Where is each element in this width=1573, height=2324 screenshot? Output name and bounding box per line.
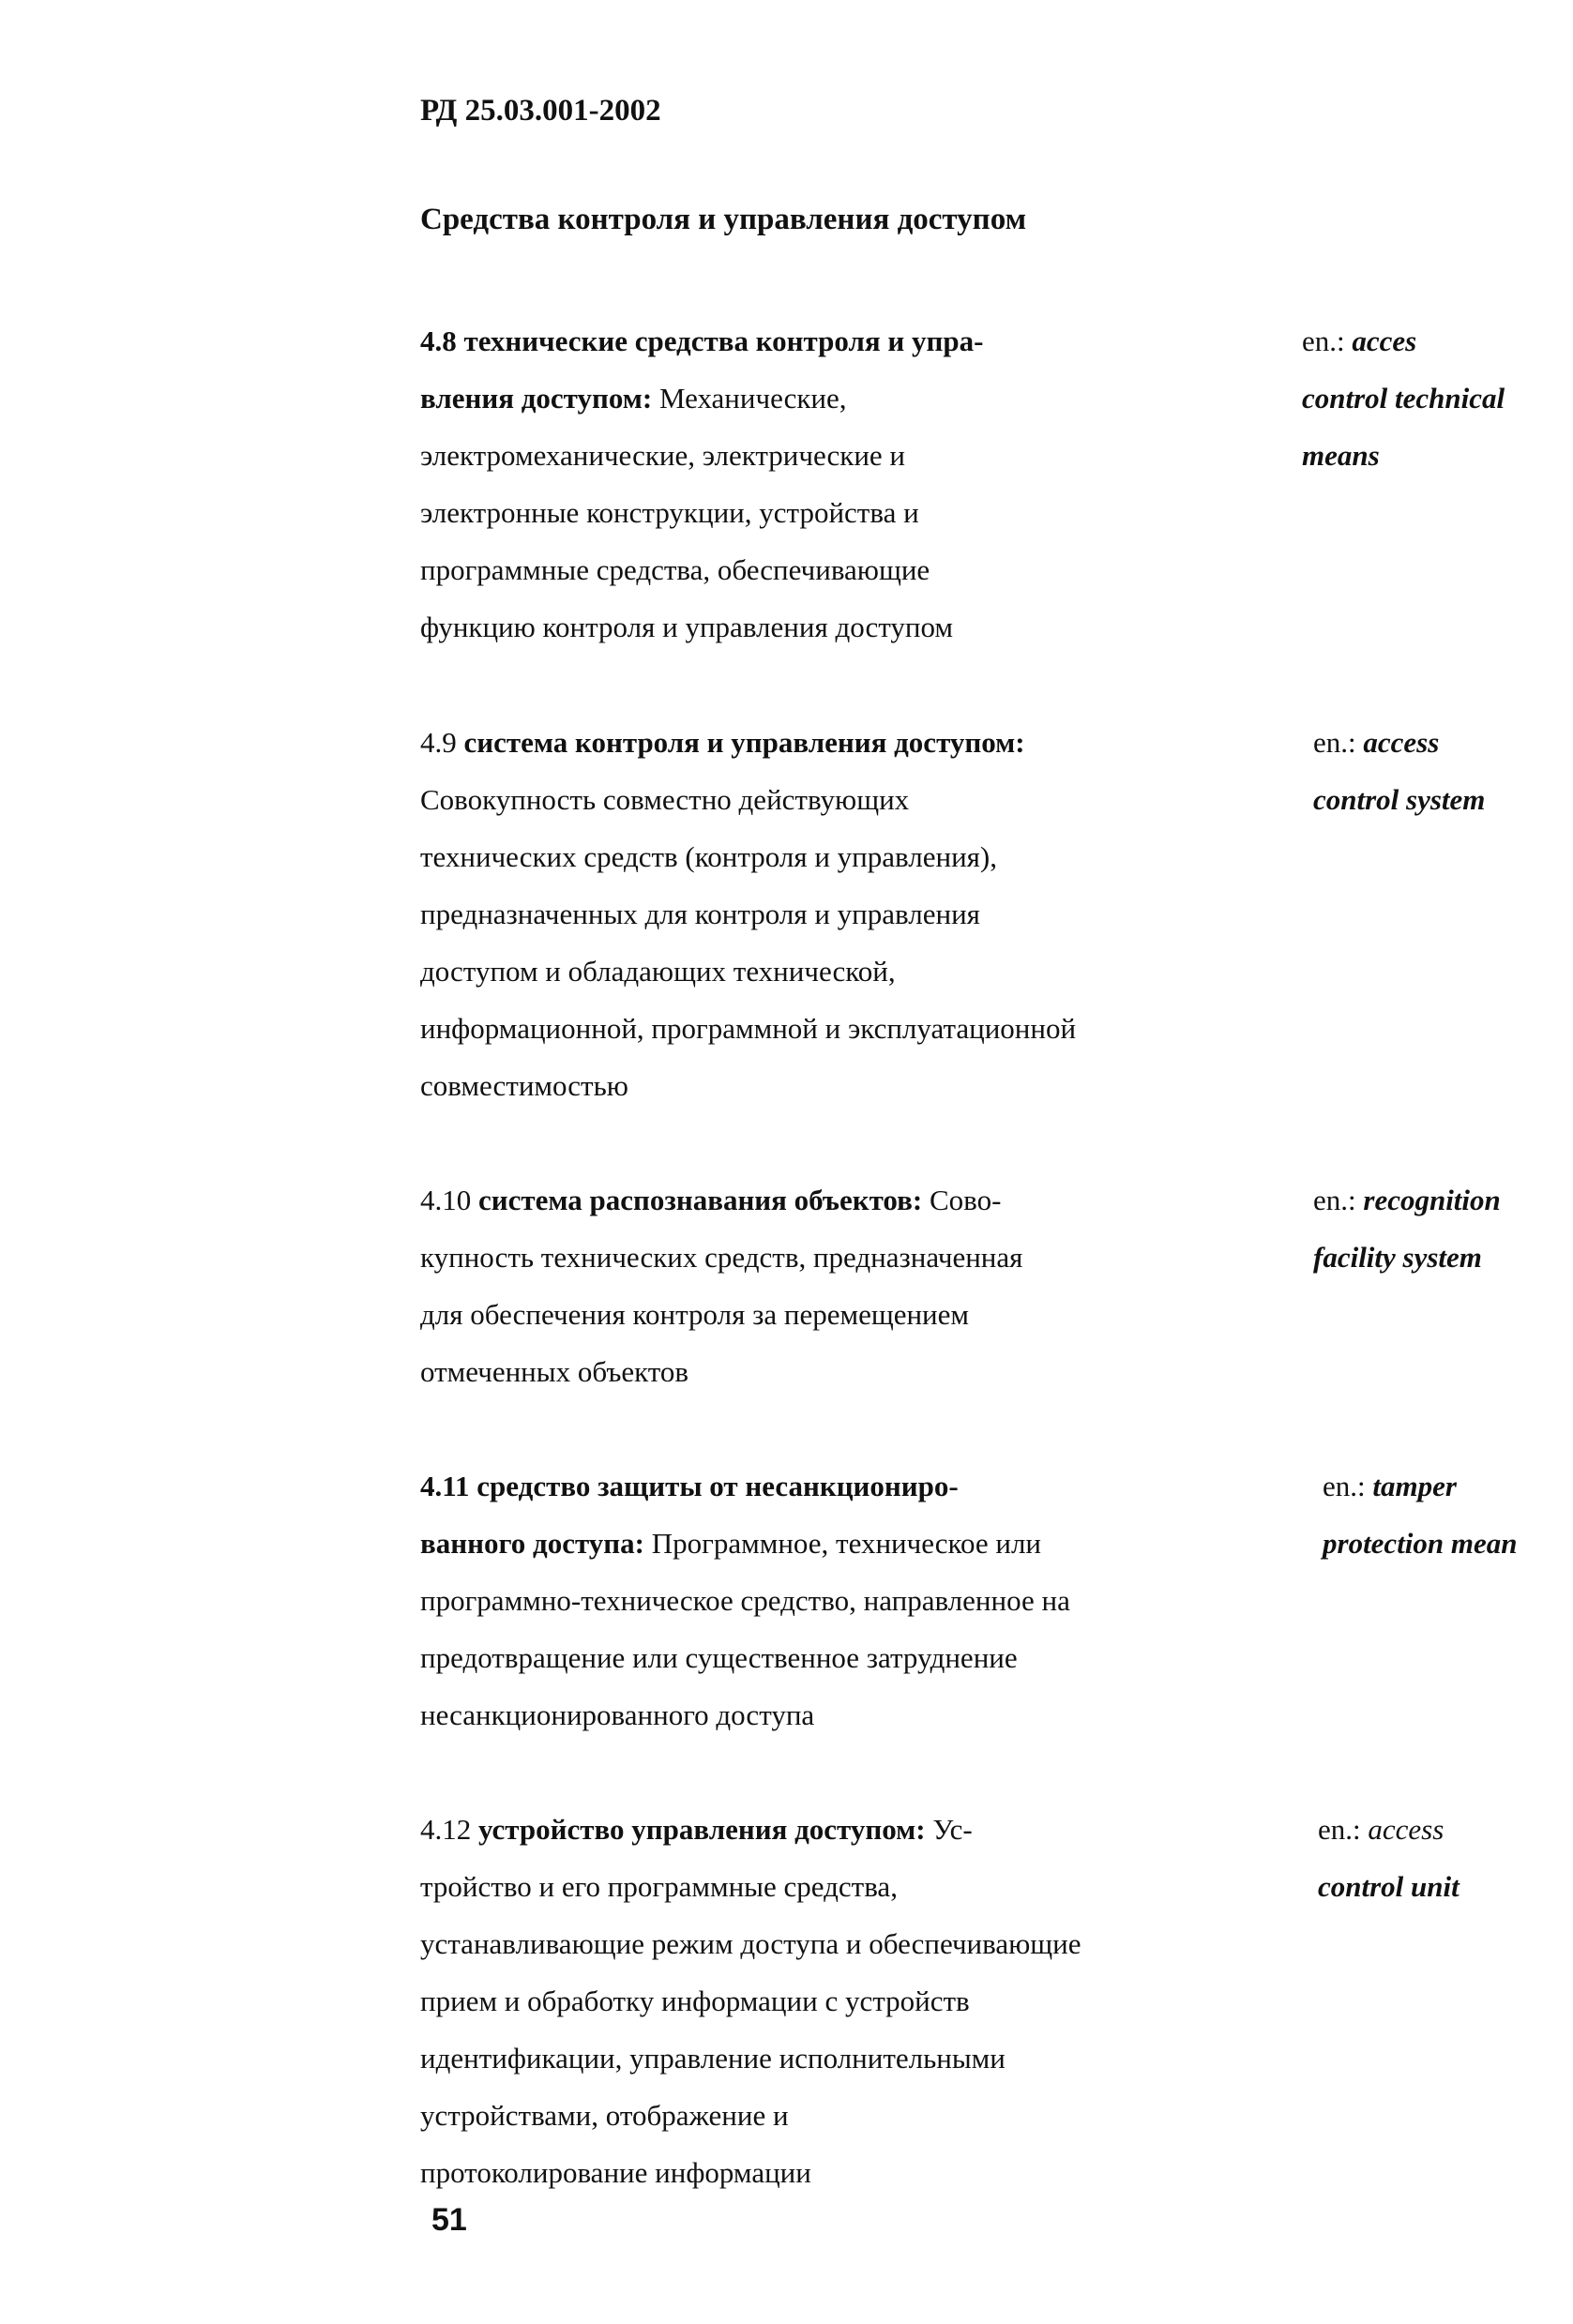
- definition-line: прием и обработку информации с устройств: [420, 1984, 970, 2017]
- term-name: средство защиты от несанкциониро-: [476, 1470, 959, 1502]
- term-name: устройство управления доступом:: [478, 1813, 926, 1846]
- english-equivalent-4-12: [1318, 1801, 1573, 1915]
- term-entry-4-11: [420, 1457, 1227, 1743]
- section-title: Средства контроля и управления доступом: [420, 203, 1027, 236]
- definition-line: протоколирование информации: [420, 2156, 811, 2189]
- en-term: means: [1302, 439, 1380, 472]
- en-term: control technical: [1302, 382, 1505, 415]
- definition-text: Сово-: [929, 1184, 1002, 1216]
- term-number: 4.11: [420, 1470, 470, 1502]
- definition-line: отмеченных объектов: [420, 1355, 689, 1388]
- definition-line: функцию контроля и управления доступом: [420, 611, 954, 643]
- term-heading: [420, 312, 1227, 370]
- en-term: access: [1368, 1813, 1444, 1846]
- term-heading: [420, 1171, 1227, 1229]
- definition-line: предотвращение или существенное затруднение: [420, 1641, 1018, 1674]
- term-name-continued: ванного доступа:: [420, 1527, 644, 1560]
- document-code: РД 25.03.001-2002: [420, 94, 661, 128]
- definition-line: идентификации, управление исполнительными: [420, 2042, 1006, 2075]
- definition-line: программно-техническое средство, направленное на: [420, 1584, 1070, 1617]
- term-heading: [420, 1801, 1227, 1858]
- term-name: система контроля и управления доступом:: [463, 726, 1025, 759]
- en-term: access: [1363, 726, 1440, 759]
- en-term: control system: [1313, 783, 1486, 816]
- term-entry-4-8: [420, 312, 1227, 656]
- en-prefix: en.:: [1302, 324, 1345, 357]
- en-term: recognition: [1363, 1184, 1501, 1216]
- term-line: [420, 370, 1227, 427]
- definition-text: Механические,: [658, 382, 847, 415]
- en-term: protection mean: [1323, 1527, 1518, 1560]
- en-prefix: en.:: [1313, 1184, 1356, 1216]
- term-entry-4-10: [420, 1171, 1227, 1400]
- definition-line: информационной, программной и эксплуатационной: [420, 1012, 1077, 1045]
- term-heading: [420, 1457, 1227, 1515]
- term-name: технические средства контроля и упра-: [463, 324, 984, 357]
- term-line: [420, 1515, 1227, 1572]
- definition-line: электромеханические, электрические и: [420, 439, 906, 472]
- en-term: tamper: [1372, 1470, 1457, 1502]
- en-term: facility system: [1313, 1241, 1482, 1274]
- definition-line: тройство и его программные средства,: [420, 1870, 898, 1903]
- definition-line: для обеспечения контроля за перемещением: [420, 1298, 970, 1331]
- definition-line: доступом и обладающих технической,: [420, 955, 896, 988]
- english-equivalent-4-11: [1323, 1457, 1573, 1572]
- definition-line: Совокупность совместно действующих: [420, 783, 910, 816]
- definition-line: устройствами, отображение и: [420, 2099, 789, 2132]
- english-equivalent-4-9: [1313, 714, 1573, 828]
- definition-text: Программное, техническое или: [651, 1527, 1042, 1560]
- term-name-continued: вления доступом:: [420, 382, 653, 415]
- term-number: 4.10: [420, 1184, 472, 1216]
- term-number: 4.9: [420, 726, 457, 759]
- definition-line: программные средства, обеспечивающие: [420, 553, 930, 586]
- term-number: 4.8: [420, 324, 457, 357]
- english-equivalent-4-10: [1313, 1171, 1573, 1286]
- term-entry-4-9: [420, 714, 1227, 1114]
- definition-line: совместимостью: [420, 1069, 628, 1102]
- en-term: control unit: [1318, 1870, 1460, 1903]
- en-prefix: en.:: [1313, 726, 1356, 759]
- term-heading: [420, 714, 1227, 771]
- definition-line: электронные конструкции, устройства и: [420, 496, 919, 529]
- term-entry-4-12: [420, 1801, 1227, 2201]
- english-equivalent-4-8: [1302, 312, 1573, 484]
- definition-line: предназначенных для контроля и управления: [420, 898, 980, 930]
- page-number: 51: [431, 2202, 467, 2238]
- term-number: 4.12: [420, 1813, 472, 1846]
- definition-text: Ус-: [932, 1813, 973, 1846]
- definition-line: технических средств (контроля и управления),: [420, 840, 997, 873]
- en-prefix: en.:: [1318, 1813, 1361, 1846]
- en-term: acces: [1352, 324, 1417, 357]
- term-name: система распознавания объектов:: [478, 1184, 923, 1216]
- definition-line: устанавливающие режим доступа и обеспечивающие: [420, 1927, 1081, 1960]
- definition-line: купность технических средств, предназначенная: [420, 1241, 1023, 1274]
- en-prefix: en.:: [1323, 1470, 1366, 1502]
- definition-line: несанкционированного доступа: [420, 1698, 815, 1731]
